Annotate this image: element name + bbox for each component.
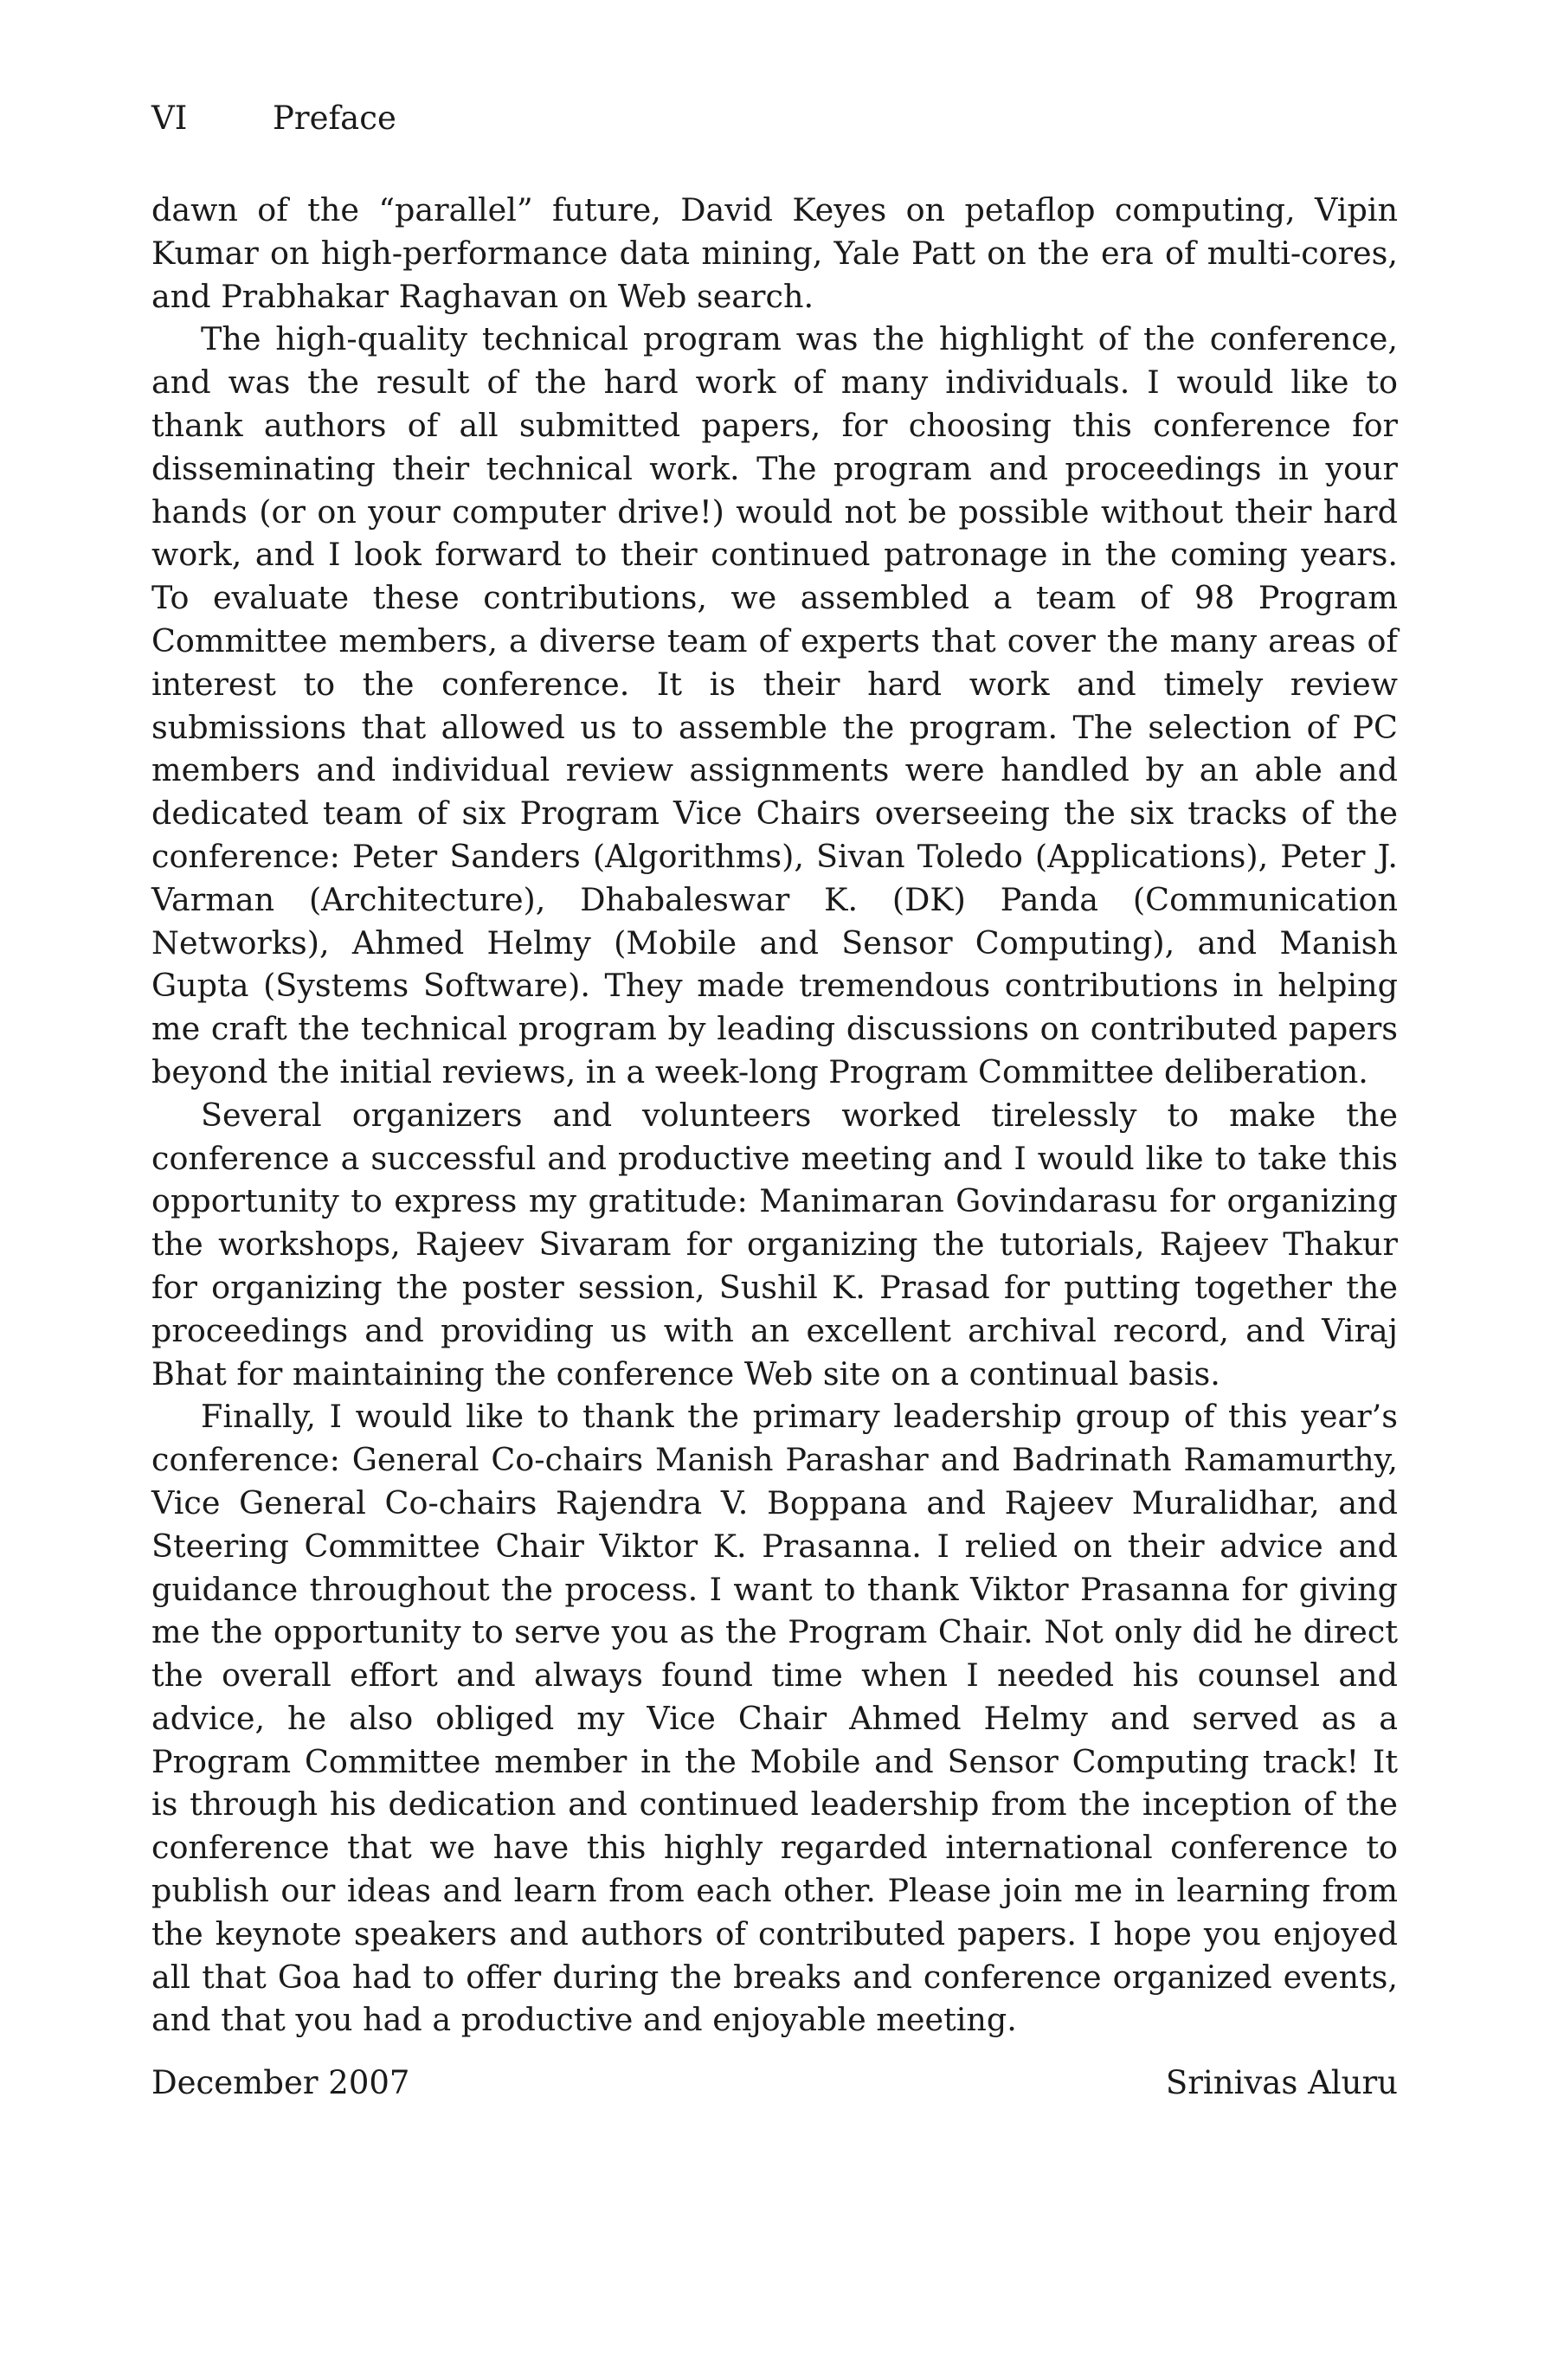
- paragraph-leadership: Finally, I would like to thank the primary leadership group of this year’s conference: General Co-chairs Manish Parashar and Badrinath Ramamurthy, Vice General Co-chairs Rajendra V. Boppana and Rajeev Muralidhar, and Steering Committee Chair Viktor K. Prasanna. I relied on their advice and guidance throughout the process. I want to thank Viktor Prasanna for giving me the opportunity to serve you as the Program Chair. Not only did he direct the overall effort and always found time when I needed his counsel and advice, he also obliged my Vice Chair Ahmed Helmy and served as a Program Committee member in the Mobile and Sensor Computing track! It is through his dedication and continued leadership from the inception of the conference that we have this highly regarded international conference to publish our ideas and learn from each other. Please join me in learning from the keynote speakers and authors of contributed papers. I hope you enjoyed all that Goa had to offer during the breaks and conference organized events, and that you had a productive and enjoyable meeting.: [151, 1398, 1398, 2039]
- preface-body: [151, 189, 1398, 2042]
- signature-line: [151, 2062, 1398, 2105]
- section-title: Preface: [273, 100, 396, 137]
- signature-author: Srinivas Aluru: [1165, 2064, 1398, 2101]
- paragraph-technical-program: The high-quality technical program was the highlight of the conference, and was the result of the hard work of many individuals. I would like to thank authors of all submitted papers, for choosing this conference for disseminating their technical work. The program and proceedings in your hands (or on your computer drive!) would not be possible without their hard work, and I look forward to their continued patronage in the coming years. To evaluate these contributions, we assembled a team of 98 Program Committee members, a diverse team of experts that cover the many areas of interest to the conference. It is their hard work and timely review submissions that allowed us to assemble the program. The selection of PC members and individual review assignments were handled by an able and dedicated team of six Program Vice Chairs overseeing the six tracks of the conference: Peter Sanders (Algorithms), Sivan Toledo (Applications), Peter J. Varman (Architecture), Dhabaleswar K. (DK) Panda (Communication Networks), Ahmed Helmy (Mobile and Sensor Computing), and Manish Gupta (Systems Software). They made tremendous contributions in helping me craft the technical program by leading discussions on contributed papers beyond the initial reviews, in a week-long Program Committee deliberation.: [151, 320, 1398, 1090]
- page-number: VI: [151, 100, 188, 137]
- paragraph-organizers: Several organizers and volunteers worked tirelessly to make the conference a successful and productive meeting and I would like to take this opportunity to express my gratitude: Manimaran Govindarasu for organizing the workshops, Rajeev Sivaram for organizing the tutorials, Rajeev Thakur for organizing the poster session, Sushil K. Prasad for putting together the proceedings and providing us with an excellent archival record, and Viraj Bhat for maintaining the conference Web site on a continual basis.: [151, 1096, 1398, 1393]
- paragraph-keynotes-continued: dawn of the “parallel” future, David Keyes on petaflop computing, Vipin Kumar on high-performance data mining, Yale Patt on the era of multi-cores, and Prabhakar Raghavan on Web search.: [151, 191, 1398, 315]
- running-header: [151, 97, 396, 140]
- signature-date: December 2007: [151, 2064, 410, 2101]
